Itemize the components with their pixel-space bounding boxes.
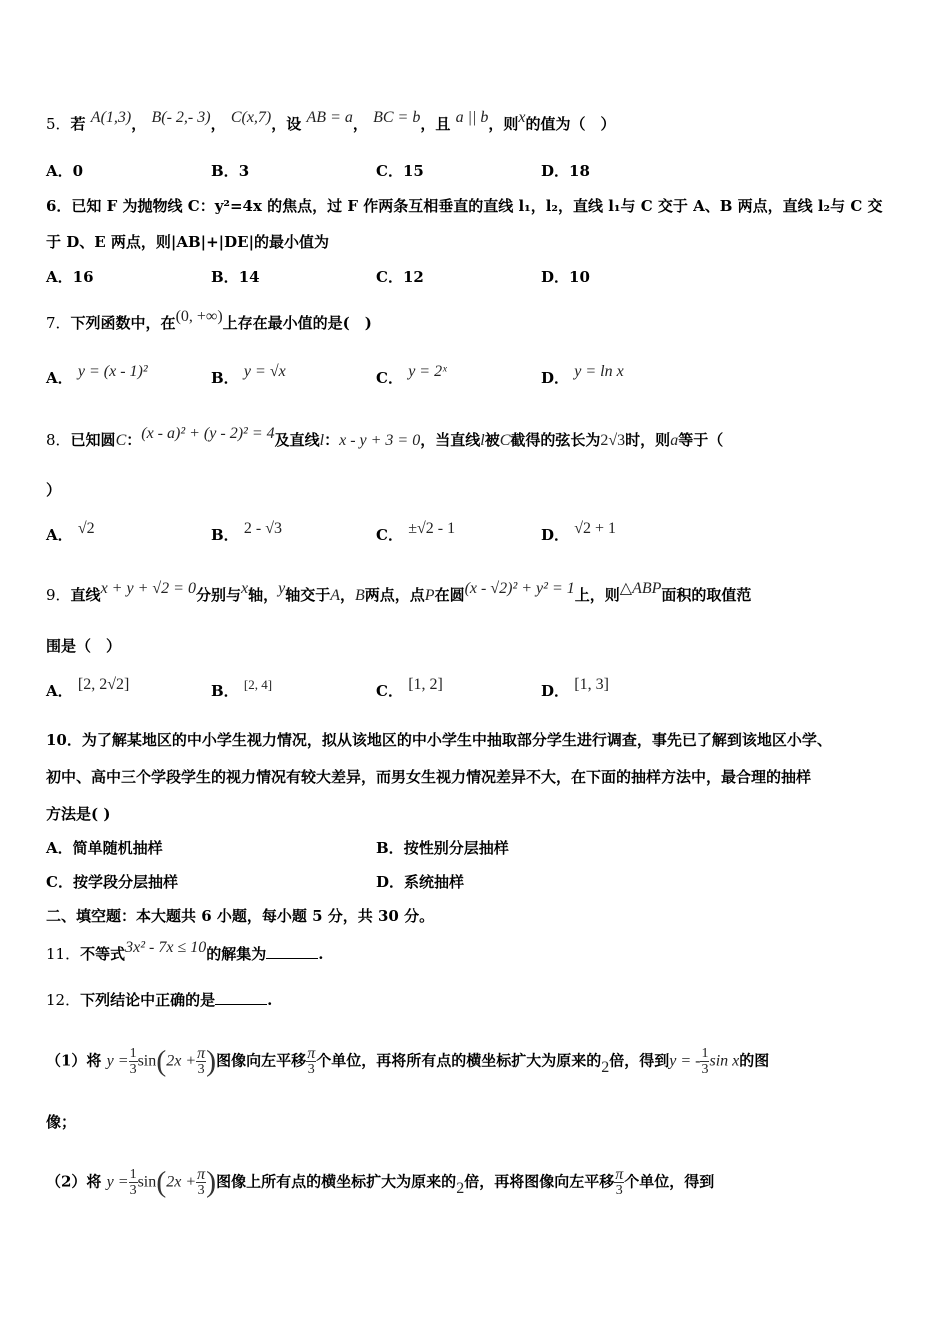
q8-text: 已知圆	[70, 431, 116, 449]
denominator: 3	[129, 1062, 137, 1077]
q9-var-x: x	[240, 580, 249, 597]
q11-text: 的解集为	[206, 945, 267, 963]
result-sin: sin x	[709, 1052, 740, 1070]
sin-fn: sin	[137, 1052, 157, 1070]
q6-option-a	[46, 267, 94, 287]
q8-option-b	[211, 520, 283, 546]
q8-var-l: l	[480, 432, 485, 449]
q9-triangle: △ABP	[619, 580, 662, 597]
option-text: 按学段分层抽样	[72, 873, 178, 891]
q9-line-eq: x + y + √2 = 0	[100, 580, 196, 597]
option-text: 简单随机抽样	[72, 839, 163, 857]
left-paren: (	[156, 1165, 167, 1199]
option-text: 3	[238, 162, 250, 180]
q12-answer-blank	[215, 990, 267, 1005]
statement-text: 个单位，得到	[624, 1172, 715, 1191]
func-lhs: y =	[106, 1173, 129, 1191]
denominator: 3	[129, 1183, 137, 1198]
option-formula: [2, 4]	[243, 677, 273, 692]
q7-interval: (0, +∞)	[175, 308, 223, 325]
option-label: D．	[541, 162, 570, 180]
option-label: D．	[541, 268, 570, 286]
q5-var-x: x	[518, 109, 526, 126]
option-label: C．	[376, 526, 403, 544]
option-formula: [1, 2]	[408, 676, 443, 693]
q9-var-a: A	[330, 587, 340, 604]
q12-text: .	[267, 991, 273, 1009]
q8-text: 被	[484, 431, 500, 449]
q9-text: 轴交于	[285, 586, 331, 604]
option-formula: y = 2ˣ	[408, 363, 447, 380]
q9-var-y: y	[278, 580, 286, 597]
question-9-line2: 围是（ ）	[46, 637, 122, 655]
q5-option-c	[376, 161, 424, 181]
q8-var-c: C	[115, 432, 127, 449]
fraction-pi-third	[196, 1046, 206, 1077]
q5-parallel: a || b	[455, 109, 489, 126]
option-label: A．	[46, 682, 73, 700]
right-paren: )	[206, 1165, 217, 1199]
option-formula: √2 + 1	[574, 520, 617, 537]
q9-number: 9．	[46, 586, 71, 604]
q7-option-a	[46, 363, 148, 389]
section-2-title: 二、填空题：本大题共 6 小题，每小题 5 分，共 30 分。	[46, 907, 435, 925]
arg: 2x +	[166, 1052, 197, 1070]
q8-text: ：	[324, 431, 340, 449]
q5-vector-bc: BC = b	[373, 109, 421, 126]
option-label: A．	[46, 369, 73, 387]
q9-text: 在圆	[434, 586, 465, 604]
option-text: 12	[402, 268, 424, 286]
option-formula: ±√2 - 1	[408, 520, 456, 537]
q12-text: 下列结论中正确的是	[80, 991, 216, 1009]
q5-point-a: A(1,3)	[90, 109, 132, 126]
q6-option-b	[211, 267, 260, 287]
q9-text: 轴，	[248, 586, 279, 604]
option-formula: y = ln x	[574, 363, 624, 380]
fraction-pi-third	[196, 1167, 206, 1198]
q9-text: 分别与	[195, 586, 241, 604]
denominator: 3	[197, 1062, 205, 1077]
question-10-line3: 方法是( )	[46, 805, 111, 823]
factor-two: 2	[456, 1179, 465, 1197]
option-text: 10	[569, 268, 590, 286]
q5-sep: ，	[352, 115, 368, 133]
q8-var-l: l	[319, 432, 325, 449]
q9-option-b	[211, 677, 273, 702]
q5-option-d	[541, 161, 590, 181]
q5-option-b	[211, 161, 249, 181]
option-label: B．	[211, 526, 239, 544]
q5-sep: ，	[210, 115, 226, 133]
q7-option-c	[376, 363, 447, 389]
q8-circle-eq: (x - a)² + (y - 2)² = 4	[141, 425, 275, 442]
q7-option-d	[541, 363, 624, 389]
option-label: C．	[376, 162, 403, 180]
option-label: A．	[46, 162, 73, 180]
q5-number: 5．	[46, 115, 71, 133]
q8-text: 等于（	[678, 431, 724, 449]
option-text: 15	[402, 162, 424, 180]
q9-text: 上，则	[574, 586, 620, 604]
q6-option-c	[376, 267, 424, 287]
q7-number: 7．	[46, 314, 71, 332]
option-label: B．	[211, 162, 239, 180]
q5-point-c: C(x,7)	[230, 109, 272, 126]
option-text: 16	[72, 268, 94, 286]
option-label: D．	[541, 369, 570, 387]
statement-tag: （2）将	[46, 1172, 102, 1191]
option-label: D．	[376, 873, 405, 891]
question-10-line1: 10．为了解某地区的中小学生视力情况，拟从该地区的中小学生中抽取部分学生进行调查，事先已了解到该地区小学、	[46, 731, 832, 749]
q8-option-c	[376, 520, 456, 546]
option-text: 按性别分层抽样	[403, 839, 509, 857]
result-lhs: y = -	[669, 1052, 701, 1070]
question-10-line2: 初中、高中三个学段学生的视力情况有较大差异，而男女生视力情况差异不大，在下面的抽样方法中，最合理的抽样	[46, 768, 812, 786]
option-formula: √2	[77, 520, 95, 537]
option-label: C．	[46, 873, 73, 891]
denominator: 3	[701, 1062, 709, 1077]
q9-option-a	[46, 676, 130, 702]
sin-fn: sin	[137, 1173, 157, 1191]
option-formula: 2 - √3	[243, 520, 283, 537]
statement-text: 图像上所有点的横坐标扩大为原来的	[216, 1172, 457, 1191]
factor-two: 2	[601, 1058, 610, 1076]
q11-text: .	[318, 945, 324, 963]
q10-option-a	[46, 838, 163, 858]
denominator: 3	[615, 1183, 623, 1198]
q6-option-d	[541, 267, 590, 287]
right-paren: )	[206, 1044, 217, 1078]
q9-text: 直线	[70, 586, 101, 604]
numerator: π	[615, 1166, 624, 1183]
q5-text: 的值为（ ）	[525, 115, 616, 133]
q9-option-c	[376, 676, 443, 702]
question-5	[46, 109, 616, 135]
option-formula: [1, 3]	[574, 676, 609, 693]
q9-option-d	[541, 676, 609, 702]
option-label: C．	[376, 682, 403, 700]
statement-text: 图像向左平移	[216, 1051, 307, 1070]
q8-text: 及直线	[274, 431, 320, 449]
q11-answer-blank	[266, 944, 318, 959]
q8-var-c: C	[499, 432, 511, 449]
option-label: A．	[46, 526, 73, 544]
numerator: 1	[129, 1167, 137, 1182]
q9-var-b: B	[355, 587, 365, 604]
option-label: B．	[211, 682, 239, 700]
option-text: 14	[238, 268, 260, 286]
q8-option-a	[46, 520, 95, 546]
fraction-one-third	[129, 1167, 138, 1198]
q9-text: 两点，点	[364, 586, 425, 604]
option-formula: [2, 2√2]	[77, 676, 130, 693]
question-8-close: ）	[46, 481, 62, 499]
q8-text: 截得的弦长为	[510, 431, 601, 449]
numerator: 1	[129, 1046, 137, 1061]
q9-var-p: P	[424, 587, 435, 604]
q11-inequality: 3x² - 7x ≤ 10	[125, 939, 207, 956]
q5-vector-ab: AB = a	[306, 109, 353, 126]
statement-text: 倍，得到	[609, 1051, 670, 1070]
numerator: π	[197, 1166, 206, 1183]
q5-point-b: B(- 2,- 3)	[151, 109, 211, 126]
option-formula: y = (x - 1)²	[77, 363, 148, 380]
q12-statement-2	[46, 1167, 714, 1198]
question-6-line2: 于 D、E 两点，则|AB|+|DE|的最小值为	[46, 233, 330, 251]
q5-sep: ，	[131, 115, 147, 133]
option-label: B．	[211, 268, 239, 286]
statement-text: 个单位，再将所有点的横坐标扩大为原来的	[316, 1051, 602, 1070]
question-8	[46, 425, 724, 451]
fraction-one-third	[129, 1046, 138, 1077]
q12-statement-1-cont: 像；	[46, 1113, 77, 1131]
q9-text: 面积的取值范	[661, 586, 752, 604]
option-label: C．	[376, 268, 403, 286]
q10-option-c	[46, 872, 178, 892]
q10-option-d	[376, 872, 464, 892]
q8-text: ，当直线	[420, 431, 481, 449]
option-label: B．	[376, 839, 404, 857]
q5-text: ，则	[488, 115, 519, 133]
q11-text: 不等式	[80, 945, 126, 963]
q9-circle-eq: (x - √2)² + y² = 1	[464, 580, 575, 597]
option-text: 18	[569, 162, 590, 180]
q8-line-eq: x - y + 3 = 0	[339, 432, 421, 449]
q5-text: ，设	[271, 115, 302, 133]
q8-text: ：	[126, 431, 142, 449]
question-6-line1: 6．已知 F 为抛物线 C：y²=4x 的焦点，过 F 作两条互相垂直的直线 l₁，l₂，直线 l₁与 C 交于 A、B 两点，直线 l₂与 C 交	[46, 197, 883, 215]
statement-text: 倍，再将图像向左平移	[464, 1172, 615, 1191]
q11-number: 11．	[46, 945, 81, 963]
q10-option-b	[376, 838, 509, 858]
option-formula: y = √x	[243, 363, 286, 380]
q7-text: 上存在最小值的是( )	[222, 314, 372, 332]
denominator: 3	[307, 1062, 315, 1077]
option-text: 系统抽样	[404, 873, 465, 891]
option-label: A．	[46, 839, 73, 857]
option-label: B．	[211, 369, 239, 387]
question-9: 9．直线x + y + √2 = 0分别与x轴，y轴交于A，B两点，点P在圆(x - √2)² + y² = 1上，则△ABP面积的取值范	[46, 580, 752, 604]
q7-text: 下列函数中，在	[70, 314, 176, 332]
fraction-pi-third	[306, 1046, 316, 1077]
option-label: C．	[376, 369, 403, 387]
question-12	[46, 990, 272, 1010]
left-paren: (	[156, 1044, 167, 1078]
func-lhs: y =	[106, 1052, 129, 1070]
numerator: π	[197, 1045, 206, 1062]
arg: 2x +	[166, 1173, 197, 1191]
option-label: D．	[541, 682, 570, 700]
question-7	[46, 308, 372, 334]
q12-number: 12．	[46, 991, 81, 1009]
numerator: π	[307, 1045, 316, 1062]
q8-number: 8．	[46, 431, 71, 449]
statement-text: 的图	[739, 1051, 770, 1070]
question-11	[46, 939, 324, 965]
numerator: 1	[701, 1046, 709, 1061]
q7-option-b	[211, 363, 286, 389]
option-label: D．	[541, 526, 570, 544]
q5-option-a	[46, 161, 83, 181]
q8-text: 时，则	[625, 431, 671, 449]
q8-chord: 2√3	[600, 432, 626, 449]
q8-var-a: a	[670, 432, 679, 449]
q8-option-d	[541, 520, 617, 546]
statement-tag: （1）将	[46, 1051, 102, 1070]
q5-text: 若	[70, 115, 86, 133]
denominator: 3	[197, 1183, 205, 1198]
q5-text: ，且	[420, 115, 451, 133]
q12-statement-1	[46, 1046, 769, 1077]
option-text: 0	[72, 162, 84, 180]
option-label: A．	[46, 268, 73, 286]
fraction-pi-third	[614, 1167, 624, 1198]
